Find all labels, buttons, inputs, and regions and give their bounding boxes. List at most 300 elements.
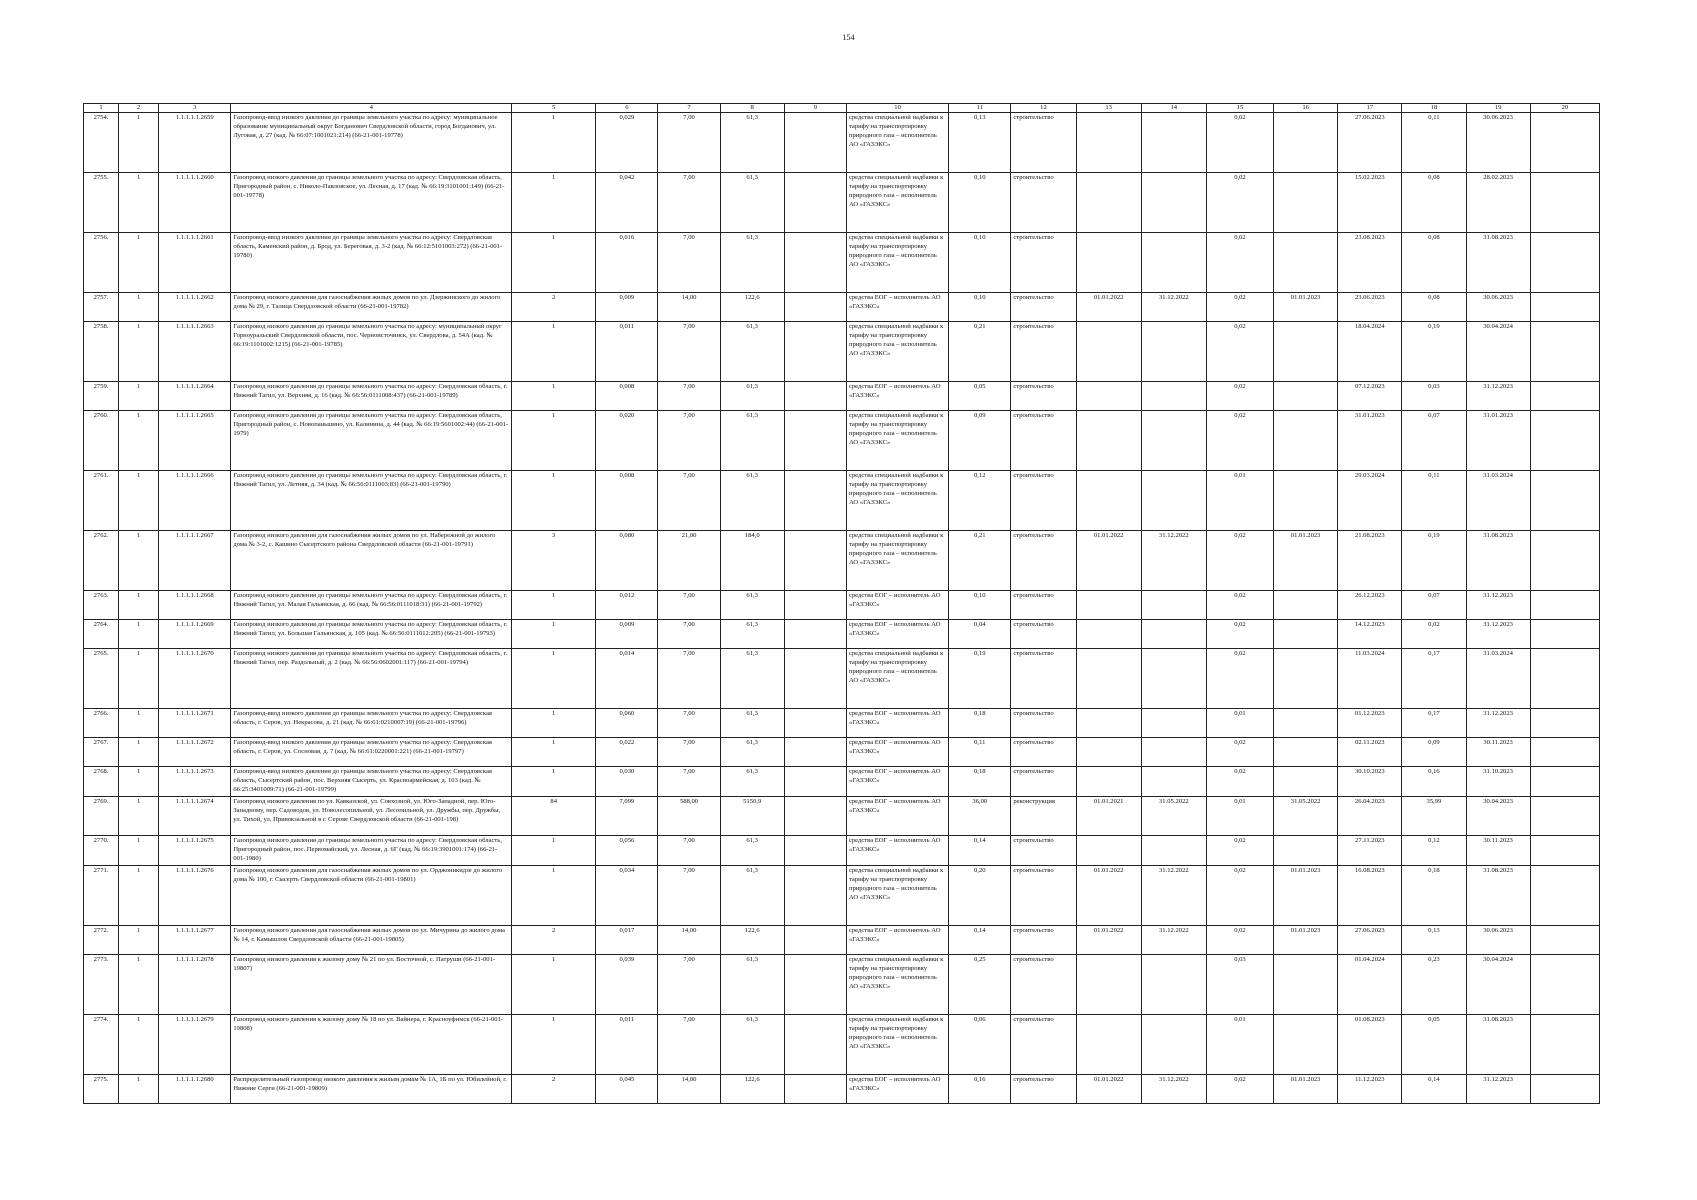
table-row [84, 954, 1600, 1014]
cost-cell: 0,18 [1402, 865, 1466, 925]
year-cell: 1 [119, 649, 159, 709]
table-row [84, 1014, 1600, 1074]
work-type: реконструкция [1011, 796, 1076, 835]
date-cell: 31.08.2023 [1466, 233, 1530, 293]
object-description: Газопровод низкого давления до границы земельного участка по адресу: Свердловская область, г. Нижний Тагил, ул. Большая Гальянская, д. 105 (кад. № 66:56:0111012:205) (66-21-001-19793) [231, 620, 512, 649]
empty-cell [784, 173, 846, 233]
work-type: строительство [1011, 411, 1076, 471]
empty-cell [1530, 649, 1599, 709]
work-type: строительство [1011, 620, 1076, 649]
end-date: 31.12.2022 [1141, 925, 1206, 954]
start-date: 01.01.2021 [1076, 796, 1141, 835]
cost-cell: 0,02 [1206, 322, 1273, 382]
quantity-cell: 1 [512, 738, 596, 767]
funding-source: средства специальной надбавки к тарифу на транспортировку природного газа – исполнитель АО «ГАЗЭКС» [846, 173, 948, 233]
capacity-cell: 7,00 [658, 649, 720, 709]
quantity-cell: 1 [512, 591, 596, 620]
capacity-cell: 7,00 [658, 411, 720, 471]
column-number-3: 3 [159, 104, 231, 113]
cost-cell: 0,02 [1206, 411, 1273, 471]
quantity-cell: 1 [512, 411, 596, 471]
empty-cell [784, 925, 846, 954]
end-date [1141, 1014, 1206, 1074]
row-index: 2768. [84, 767, 119, 797]
length-cell: 0,020 [596, 411, 658, 471]
end-date [1141, 471, 1206, 531]
funding-source: средства ЕОГ – исполнитель АО «ГАЗЭКС» [846, 709, 948, 738]
quantity-cell: 1 [512, 471, 596, 531]
table-row [84, 591, 1600, 620]
cost-cell: 0,13 [1402, 925, 1466, 954]
work-type: строительство [1011, 173, 1076, 233]
funding-source: средства ЕОГ – исполнитель АО «ГАЗЭКС» [846, 796, 948, 835]
table-row [84, 1074, 1600, 1103]
object-description: Газопровод низкого давления к жилому дому № 21 по ул. Восточной, с. Патруши (66-21-001-19807) [231, 954, 512, 1014]
capacity-cell: 14,00 [658, 293, 720, 322]
project-code: 1.1.1.1.1.2678 [159, 954, 231, 1014]
empty-cell [1530, 709, 1599, 738]
year-cell: 1 [119, 835, 159, 865]
date-cell: 31.05.2022 [1274, 796, 1338, 835]
table-row [84, 767, 1600, 797]
funding-source: средства специальной надбавки к тарифу на транспортировку природного газа – исполнитель АО «ГАЗЭКС» [846, 411, 948, 471]
date-cell: 15.02.2023 [1338, 173, 1402, 233]
cost-cell: 0,09 [1402, 738, 1466, 767]
project-code: 1.1.1.1.1.2667 [159, 531, 231, 591]
object-description: Газопровод низкого давления до границы земельного участка по адресу: муниципальный округ Горноуральский Свердловской области, пос. Черноисточинск, ул. Свердлова, д. 54А (кад. № 66:19:1101002:1215) (66-21-001-19785) [231, 322, 512, 382]
row-index: 2763. [84, 591, 119, 620]
row-index: 2767. [84, 738, 119, 767]
year-cell: 1 [119, 1014, 159, 1074]
cost-cell: 0,02 [1206, 835, 1273, 865]
cost-cell: 0,12 [949, 471, 1011, 531]
funding-source: средства ЕОГ – исполнитель АО «ГАЗЭКС» [846, 1074, 948, 1103]
empty-cell [784, 382, 846, 411]
object-description: Газопровод-ввод низкого давления до границы земельного участка по адресу: Свердловская область, г. Серов, ул. Некрасова, д. 21 (кад. № 66:61:0210007:19) (66-21-001-19796) [231, 709, 512, 738]
start-date: 01.01.2022 [1076, 925, 1141, 954]
date-cell: 31.12.2023 [1466, 591, 1530, 620]
date-cell [1274, 173, 1338, 233]
cost-cell: 0,02 [1206, 531, 1273, 591]
cost-cell: 0,02 [1402, 620, 1466, 649]
date-cell [1274, 738, 1338, 767]
empty-cell [1530, 471, 1599, 531]
row-index: 2765. [84, 649, 119, 709]
date-cell: 01.08.2023 [1338, 1014, 1402, 1074]
column-number-13: 13 [1076, 104, 1141, 113]
date-cell: 31.08.2023 [1466, 531, 1530, 591]
row-index: 2761. [84, 471, 119, 531]
empty-cell [1530, 233, 1599, 293]
value-cell: 5150,9 [720, 796, 784, 835]
value-cell: 61,3 [720, 233, 784, 293]
length-cell: 0,011 [596, 1014, 658, 1074]
work-type: строительство [1011, 738, 1076, 767]
cost-cell: 0,21 [949, 531, 1011, 591]
column-number-12: 12 [1011, 104, 1076, 113]
length-cell: 0,008 [596, 471, 658, 531]
date-cell: 30.06.2023 [1466, 925, 1530, 954]
date-cell [1274, 233, 1338, 293]
end-date [1141, 322, 1206, 382]
date-cell [1274, 649, 1338, 709]
quantity-cell: 1 [512, 835, 596, 865]
project-code: 1.1.1.1.1.2662 [159, 293, 231, 322]
empty-cell [784, 620, 846, 649]
funding-source: средства специальной надбавки к тарифу на транспортировку природного газа – исполнитель АО «ГАЗЭКС» [846, 649, 948, 709]
length-cell: 0,030 [596, 767, 658, 797]
cost-cell: 0,05 [949, 382, 1011, 411]
capacity-cell: 14,00 [658, 925, 720, 954]
date-cell: 01.04.2024 [1338, 954, 1402, 1014]
cost-cell: 0,19 [1402, 531, 1466, 591]
value-cell: 61,3 [720, 620, 784, 649]
end-date [1141, 709, 1206, 738]
capacity-cell: 7,00 [658, 954, 720, 1014]
empty-cell [784, 411, 846, 471]
column-number-1: 1 [84, 104, 119, 113]
empty-cell [784, 591, 846, 620]
end-date [1141, 767, 1206, 797]
column-number-6: 6 [596, 104, 658, 113]
year-cell: 1 [119, 471, 159, 531]
work-type: строительство [1011, 322, 1076, 382]
start-date: 01.01.2022 [1076, 531, 1141, 591]
project-code: 1.1.1.1.1.2669 [159, 620, 231, 649]
value-cell: 61,3 [720, 591, 784, 620]
project-code: 1.1.1.1.1.2660 [159, 173, 231, 233]
cost-cell: 0,17 [1402, 649, 1466, 709]
column-number-row [84, 104, 1600, 113]
date-cell [1274, 620, 1338, 649]
project-code: 1.1.1.1.1.2661 [159, 233, 231, 293]
date-cell: 31.01.2023 [1338, 411, 1402, 471]
date-cell: 31.12.2023 [1466, 1074, 1530, 1103]
cost-cell: 0,25 [949, 954, 1011, 1014]
value-cell: 122,6 [720, 1074, 784, 1103]
table-row [84, 293, 1600, 322]
length-cell: 0,009 [596, 620, 658, 649]
table-row [84, 531, 1600, 591]
start-date [1076, 620, 1141, 649]
capacity-cell: 7,00 [658, 173, 720, 233]
date-cell: 02.11.2023 [1338, 738, 1402, 767]
end-date [1141, 382, 1206, 411]
year-cell: 1 [119, 173, 159, 233]
page-number: 154 [842, 33, 855, 42]
table-row [84, 233, 1600, 293]
start-date [1076, 954, 1141, 1014]
work-type: строительство [1011, 471, 1076, 531]
year-cell: 1 [119, 322, 159, 382]
empty-cell [1530, 382, 1599, 411]
year-cell: 1 [119, 738, 159, 767]
investment-program-table [83, 103, 1600, 1104]
table-row [84, 738, 1600, 767]
capacity-cell: 588,00 [658, 796, 720, 835]
empty-cell [1530, 113, 1599, 173]
funding-source: средства ЕОГ – исполнитель АО «ГАЗЭКС» [846, 767, 948, 797]
length-cell: 0,009 [596, 293, 658, 322]
start-date: 01.01.2022 [1076, 293, 1141, 322]
empty-cell [1530, 322, 1599, 382]
empty-cell [784, 471, 846, 531]
object-description: Газопровод низкого давления до границы земельного участка по адресу: Свердловская область, г. Нижний Тагил, ул. Летняя, д. 34 (кад. № 66:56:0111003:83) (66-21-001-19790) [231, 471, 512, 531]
work-type: строительство [1011, 293, 1076, 322]
cost-cell: 0,02 [1206, 233, 1273, 293]
table-row [84, 925, 1600, 954]
value-cell: 61,3 [720, 865, 784, 925]
capacity-cell: 7,00 [658, 709, 720, 738]
date-cell: 30.06.2023 [1466, 293, 1530, 322]
cost-cell: 0,02 [1206, 293, 1273, 322]
work-type: строительство [1011, 709, 1076, 738]
work-type: строительство [1011, 591, 1076, 620]
date-cell [1274, 709, 1338, 738]
cost-cell: 0,14 [949, 835, 1011, 865]
work-type: строительство [1011, 649, 1076, 709]
row-index: 2760. [84, 411, 119, 471]
capacity-cell: 7,00 [658, 471, 720, 531]
start-date [1076, 591, 1141, 620]
cost-cell: 0,10 [949, 293, 1011, 322]
start-date [1076, 322, 1141, 382]
empty-cell [784, 1014, 846, 1074]
table-row [84, 865, 1600, 925]
column-number-8: 8 [720, 104, 784, 113]
project-code: 1.1.1.1.1.2673 [159, 767, 231, 797]
row-index: 2754. [84, 113, 119, 173]
column-number-11: 11 [949, 104, 1011, 113]
cost-cell: 0,11 [1402, 471, 1466, 531]
end-date [1141, 620, 1206, 649]
year-cell: 1 [119, 954, 159, 1014]
table-row [84, 322, 1600, 382]
work-type: строительство [1011, 925, 1076, 954]
project-code: 1.1.1.1.1.2666 [159, 471, 231, 531]
year-cell: 1 [119, 1074, 159, 1103]
empty-cell [1530, 835, 1599, 865]
date-cell: 29.03.2024 [1338, 471, 1402, 531]
table-row [84, 796, 1600, 835]
empty-cell [1530, 925, 1599, 954]
project-code: 1.1.1.1.1.2675 [159, 835, 231, 865]
funding-source: средства ЕОГ – исполнитель АО «ГАЗЭКС» [846, 738, 948, 767]
value-cell: 61,3 [720, 411, 784, 471]
cost-cell: 0,08 [1402, 293, 1466, 322]
end-date [1141, 591, 1206, 620]
date-cell: 21.08.2023 [1338, 531, 1402, 591]
capacity-cell: 7,00 [658, 1014, 720, 1074]
cost-cell: 36,00 [949, 796, 1011, 835]
length-cell: 0,039 [596, 954, 658, 1014]
project-code: 1.1.1.1.1.2659 [159, 113, 231, 173]
value-cell: 61,3 [720, 113, 784, 173]
object-description: Газопровод низкого давления до границы земельного участка по адресу: Свердловская область, г. Нижний Тагил, ул. Верхняя, д. 16 (кад. № 66:56:0111008:437) (66-21-001-19789) [231, 382, 512, 411]
capacity-cell: 21,00 [658, 531, 720, 591]
capacity-cell: 7,00 [658, 233, 720, 293]
start-date [1076, 649, 1141, 709]
value-cell: 122,6 [720, 293, 784, 322]
row-index: 2771. [84, 865, 119, 925]
cost-cell: 0,02 [1206, 1074, 1273, 1103]
project-code: 1.1.1.1.1.2670 [159, 649, 231, 709]
table-row [84, 709, 1600, 738]
date-cell: 31.12.2023 [1466, 709, 1530, 738]
date-cell: 26.04.2023 [1338, 796, 1402, 835]
date-cell [1274, 835, 1338, 865]
date-cell: 26.12.2023 [1338, 591, 1402, 620]
end-date: 31.12.2022 [1141, 1074, 1206, 1103]
empty-cell [784, 322, 846, 382]
work-type: строительство [1011, 835, 1076, 865]
date-cell: 23.06.2023 [1338, 293, 1402, 322]
capacity-cell: 7,00 [658, 382, 720, 411]
work-type: строительство [1011, 954, 1076, 1014]
end-date [1141, 835, 1206, 865]
table-row [84, 411, 1600, 471]
column-number-5: 5 [512, 104, 596, 113]
date-cell: 01.01.2023 [1274, 531, 1338, 591]
date-cell: 01.12.2023 [1338, 709, 1402, 738]
date-cell: 01.01.2023 [1274, 865, 1338, 925]
cost-cell: 0,12 [1402, 835, 1466, 865]
value-cell: 61,3 [720, 322, 784, 382]
funding-source: средства ЕОГ – исполнитель АО «ГАЗЭКС» [846, 591, 948, 620]
cost-cell: 0,17 [1402, 709, 1466, 738]
year-cell: 1 [119, 531, 159, 591]
quantity-cell: 2 [512, 1074, 596, 1103]
table-row [84, 382, 1600, 411]
row-index: 2770. [84, 835, 119, 865]
capacity-cell: 7,00 [658, 591, 720, 620]
project-code: 1.1.1.1.1.2664 [159, 382, 231, 411]
end-date: 31.12.2022 [1141, 293, 1206, 322]
empty-cell [784, 835, 846, 865]
object-description: Распределительный газопровод низкого давления к жилым домам № 1А, 1Б по ул. Юбилейной, г. Нижние Серги (66-21-001-19809) [231, 1074, 512, 1103]
year-cell: 1 [119, 620, 159, 649]
object-description: Газопровод низкого давления до границы земельного участка по адресу: Свердловская область, Пригородный район, с. Новопаньшино, ул. Калинина, д. 44 (кад. № 66:19:5601002:44) (66-21-001-1979) [231, 411, 512, 471]
date-cell: 30.04.2023 [1466, 796, 1530, 835]
work-type: строительство [1011, 233, 1076, 293]
row-index: 2774. [84, 1014, 119, 1074]
object-description: Газопровод низкого давления до границы земельного участка по адресу: Свердловская область, Пригородный район, с. Николо-Павловское, ул. Лесная, д. 17 (кад. № 66:19:3101001:149) (66-21-001-19778) [231, 173, 512, 233]
project-code: 1.1.1.1.1.2676 [159, 865, 231, 925]
cost-cell: 0,23 [1402, 954, 1466, 1014]
row-index: 2757. [84, 293, 119, 322]
empty-cell [784, 796, 846, 835]
empty-cell [784, 767, 846, 797]
date-cell: 18.04.2024 [1338, 322, 1402, 382]
date-cell: 31.10.2023 [1466, 767, 1530, 797]
quantity-cell: 2 [512, 293, 596, 322]
funding-source: средства специальной надбавки к тарифу на транспортировку природного газа – исполнитель АО «ГАЗЭКС» [846, 1014, 948, 1074]
empty-cell [1530, 531, 1599, 591]
empty-cell [1530, 620, 1599, 649]
table-row [84, 471, 1600, 531]
end-date [1141, 113, 1206, 173]
capacity-cell: 14,00 [658, 1074, 720, 1103]
length-cell: 0,008 [596, 382, 658, 411]
start-date [1076, 738, 1141, 767]
year-cell: 1 [119, 233, 159, 293]
funding-source: средства специальной надбавки к тарифу на транспортировку природного газа – исполнитель АО «ГАЗЭКС» [846, 471, 948, 531]
cost-cell: 0,03 [1206, 954, 1273, 1014]
date-cell [1274, 471, 1338, 531]
row-index: 2756. [84, 233, 119, 293]
cost-cell: 0,02 [1206, 113, 1273, 173]
empty-cell [1530, 865, 1599, 925]
cost-cell: 0,02 [1206, 649, 1273, 709]
object-description: Газопровод низкого давления для газоснабжения жилых домов по ул. Дзержинского до жилого дома № 29, г. Талица Свердловской области (66-21-001-19782) [231, 293, 512, 322]
year-cell: 1 [119, 709, 159, 738]
row-index: 2772. [84, 925, 119, 954]
length-cell: 0,034 [596, 865, 658, 925]
funding-source: средства специальной надбавки к тарифу на транспортировку природного газа – исполнитель АО «ГАЗЭКС» [846, 531, 948, 591]
end-date [1141, 233, 1206, 293]
cost-cell: 0,01 [1206, 471, 1273, 531]
cost-cell: 0,09 [949, 411, 1011, 471]
object-description: Газопровод низкого давления для газоснабжения жилых домов по ул. Орджоникидзе до жилого дома № 100, г. Сысерть Свердловской области (66-21-001-19801) [231, 865, 512, 925]
cost-cell: 0,02 [1206, 620, 1273, 649]
length-cell: 7,099 [596, 796, 658, 835]
column-number-19: 19 [1466, 104, 1530, 113]
date-cell [1274, 382, 1338, 411]
table-body [84, 113, 1600, 1104]
empty-cell [784, 233, 846, 293]
quantity-cell: 3 [512, 531, 596, 591]
object-description: Газопровод низкого давления для газоснабжения жилых домов по ул. Набережной до жилого дома № 3-2, с. Кашино Сысертского района Свердловской области (66-21-001-19791) [231, 531, 512, 591]
date-cell: 30.06.2023 [1466, 113, 1530, 173]
cost-cell: 0,02 [1206, 738, 1273, 767]
quantity-cell: 1 [512, 709, 596, 738]
date-cell: 31.08.2023 [1466, 865, 1530, 925]
object-description: Газопровод низкого давления по ул. Кавказской, ул. Совхозной, ул. Юго-Западной, пер. Юго-Западному, пер. Садоводов, ул. Новолесопильной, ул. Лесопильной, ул. Дружбы, пер. Дружбы, ул. Тихой, ул. Привокзальной в г. Серове Свердловской области (66-21-001-198) [231, 796, 512, 835]
start-date [1076, 382, 1141, 411]
date-cell: 30.04.2024 [1466, 954, 1530, 1014]
date-cell: 14.12.2023 [1338, 620, 1402, 649]
end-date [1141, 173, 1206, 233]
quantity-cell: 1 [512, 322, 596, 382]
object-description: Газопровод-ввод низкого давления до границы земельного участка по адресу: муниципальное образование муниципальный округ Богданович Свердловской области, город Богданович, ул. Луговая, д. 27 (кад. № 66:07:1001021:214) (66-21-001-19778) [231, 113, 512, 173]
length-cell: 0,014 [596, 649, 658, 709]
funding-source: средства специальной надбавки к тарифу на транспортировку природного газа – исполнитель АО «ГАЗЭКС» [846, 113, 948, 173]
date-cell [1274, 767, 1338, 797]
value-cell: 61,3 [720, 471, 784, 531]
cost-cell: 0,20 [949, 865, 1011, 925]
cost-cell: 0,19 [1402, 322, 1466, 382]
start-date [1076, 173, 1141, 233]
date-cell: 31.03.2024 [1466, 471, 1530, 531]
empty-cell [784, 709, 846, 738]
object-description: Газопровод-ввод низкого давления до границы земельного участка по адресу: Свердловская область, Каменский район, д. Брод, ул. Береговая, д. 3-2 (кад. № 66:12:5101003:272) (66-21-001-19780) [231, 233, 512, 293]
length-cell: 0,042 [596, 173, 658, 233]
quantity-cell: 2 [512, 925, 596, 954]
row-index: 2773. [84, 954, 119, 1014]
quantity-cell: 1 [512, 620, 596, 649]
date-cell: 28.02.2023 [1466, 173, 1530, 233]
object-description: Газопровод низкого давления до границы земельного участка по адресу: Свердловская область, г. Нижний Тагил, ул. Малая Гальянская, д. 66 (кад. № 66:56:0111018:31) (66-21-001-19792) [231, 591, 512, 620]
cost-cell: 0,08 [1402, 233, 1466, 293]
project-code: 1.1.1.1.1.2674 [159, 796, 231, 835]
length-cell: 0,012 [596, 591, 658, 620]
year-cell: 1 [119, 591, 159, 620]
empty-cell [784, 531, 846, 591]
start-date: 01.01.2022 [1076, 865, 1141, 925]
cost-cell: 0,19 [949, 649, 1011, 709]
cost-cell: 0,10 [949, 233, 1011, 293]
end-date [1141, 954, 1206, 1014]
